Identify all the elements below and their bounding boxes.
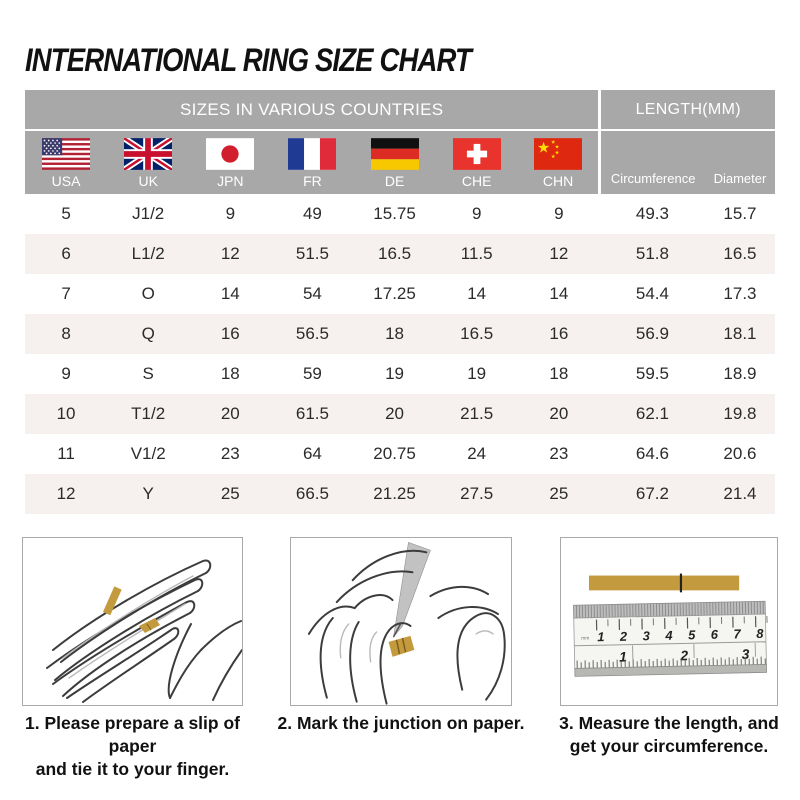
table-cell: 24 [467,444,487,463]
table-cell: 14 [549,284,569,303]
svg-text:2: 2 [619,628,628,644]
table-cell: 16.5 [705,234,775,274]
hand-with-paper-slip-illustration [23,538,242,705]
table-cell: 61.5 [271,394,353,434]
table-row [25,314,775,354]
table-row [25,394,775,434]
table-cell: 16 [518,314,600,354]
table-cell: 20.6 [723,444,757,463]
table-cell: 21.4 [705,474,775,514]
table-cell: 11.5 [436,234,518,274]
ruler [573,601,768,676]
table-row [25,194,775,234]
table-cell: 64.6 [635,444,669,463]
step2-caption-line1: 2. Mark the junction on paper. [277,713,525,733]
column-label: CHN [542,173,574,189]
table-cell: 62.1 [600,394,705,434]
column-header-chn [518,130,600,194]
table-column-header-row [25,130,775,194]
usa-flag-icon [42,138,90,170]
column-header-usa [25,130,107,194]
step2-illustration-box [290,537,512,706]
table-row [25,274,775,314]
page-title: INTERNATIONAL RING SIZE CHART [25,42,471,78]
table-cell: 18 [220,364,240,383]
table-cell: 10 [25,394,107,434]
germany-flag-icon [371,138,419,170]
step3-caption [542,712,796,758]
table-cell: 9 [61,364,71,383]
table-cell: 19.8 [705,394,775,434]
column-header-circumference: Circumference [600,130,705,194]
step1-caption-line1: 1. Please prepare a slip of paper [25,713,240,756]
table-section-header-row [25,90,775,130]
table-cell: 49 [302,204,322,223]
svg-text:7: 7 [733,626,741,642]
svg-text:4: 4 [665,627,673,643]
column-header-che [436,130,518,194]
column-label: CHE [461,173,492,189]
table-cell: J1/2 [132,204,165,223]
table-cell: 18.9 [723,364,757,383]
table-cell: 12 [25,474,107,514]
table-cell: 16.5 [436,314,518,354]
column-header-diameter: Diameter [705,130,775,194]
table-cell: 21.5 [436,394,518,434]
table-cell: 56.9 [600,314,705,354]
table-cell: 54.4 [635,284,669,303]
step3-caption-line1: 3. Measure the length, and [559,713,779,733]
table-cell: Y [107,474,189,514]
step3-illustration-box [560,537,778,706]
paper-strip-with-mark [589,574,739,593]
length-section-title: LENGTH(MM) [600,90,775,130]
column-header-fr [271,130,353,194]
step1-caption-line2: and tie it to your finger. [35,759,230,779]
column-label: DE [384,173,405,189]
column-label: USA [51,173,81,189]
table-cell: V1/2 [130,444,166,463]
table-cell: 17.3 [723,284,757,303]
table-cell: 16 [189,314,271,354]
ruler-measuring-paper-illustration [561,538,777,705]
table-cell: 67.2 [600,474,705,514]
table-cell: 54 [302,284,322,303]
table-cell: 18 [549,364,569,383]
svg-text:8: 8 [756,625,764,641]
table-cell: 14 [220,284,240,303]
svg-text:6: 6 [710,626,719,642]
svg-text:mm: mm [581,636,590,642]
column-header-de [354,130,436,194]
table-cell: 23 [549,444,569,463]
table-cell: 59.5 [635,364,669,383]
table-cell: 9 [225,204,236,223]
paper-band-on-finger [389,636,415,657]
table-cell: 25 [518,474,600,514]
table-cell: 19 [385,364,405,383]
column-header-uk [107,130,189,194]
ring-size-table [25,90,775,514]
table-cell: 66.5 [271,474,353,514]
step2-caption [272,712,530,735]
table-cell: 9 [554,204,564,223]
table-cell: S [142,364,154,383]
table-cell: 12 [189,234,271,274]
table-cell: 20 [518,394,600,434]
table-cell: O [141,284,155,303]
table-cell: 7 [61,284,71,303]
table-cell: 59 [302,364,322,383]
table-cell: 9 [471,204,482,223]
svg-text:1: 1 [618,648,627,665]
france-flag-icon [288,138,336,170]
table-cell: 15.75 [373,204,416,223]
column-header-jpn [189,130,271,194]
table-cell: T1/2 [107,394,189,434]
table-cell: 20 [189,394,271,434]
table-cell: 18 [354,314,436,354]
column-label: FR [303,173,322,189]
table-cell: 56.5 [271,314,353,354]
table-cell: 20.75 [373,444,416,463]
step1-illustration-box [22,537,243,706]
column-label: JPN [217,173,244,189]
table-row [25,354,775,394]
column-label: UK [138,173,158,189]
table-cell: 51.5 [271,234,353,274]
step1-caption [2,712,263,781]
japan-flag-icon [206,138,254,170]
switzerland-flag-icon [453,138,501,170]
table-cell: 20 [354,394,436,434]
svg-text:3: 3 [741,645,750,663]
table-cell: 23 [220,444,240,463]
table-cell: 64 [302,444,322,463]
table-cell: 21.25 [354,474,436,514]
step3-caption-line2: get your circumference. [569,736,769,756]
table-cell: 27.5 [436,474,518,514]
svg-text:1: 1 [597,629,605,645]
table-cell: 51.8 [600,234,705,274]
table-cell: 12 [518,234,600,274]
sizes-section-title: SIZES IN VARIOUS COUNTRIES [25,90,600,130]
uk-flag-icon [124,138,172,170]
table-row [25,434,775,474]
size-table-body [25,194,775,514]
table-row [25,474,775,514]
table-cell: 6 [25,234,107,274]
table-cell: 25 [189,474,271,514]
table-cell: 11 [57,444,75,463]
table-cell: Q [107,314,189,354]
table-cell: 19 [467,364,487,383]
marking-junction-with-pen-illustration [291,538,511,705]
table-cell: 8 [25,314,107,354]
china-flag-icon [534,138,582,170]
table-row [25,234,775,274]
table-cell: L1/2 [107,234,189,274]
svg-text:5: 5 [687,627,696,643]
table-cell: 49.3 [635,204,669,223]
table-cell: 18.1 [705,314,775,354]
svg-text:2: 2 [680,647,689,664]
svg-text:3: 3 [642,628,650,644]
table-cell: 5 [61,204,71,223]
table-cell: 14 [467,284,487,303]
table-cell: 15.7 [723,204,757,223]
table-cell: 16.5 [354,234,436,274]
table-cell: 17.25 [373,284,416,303]
